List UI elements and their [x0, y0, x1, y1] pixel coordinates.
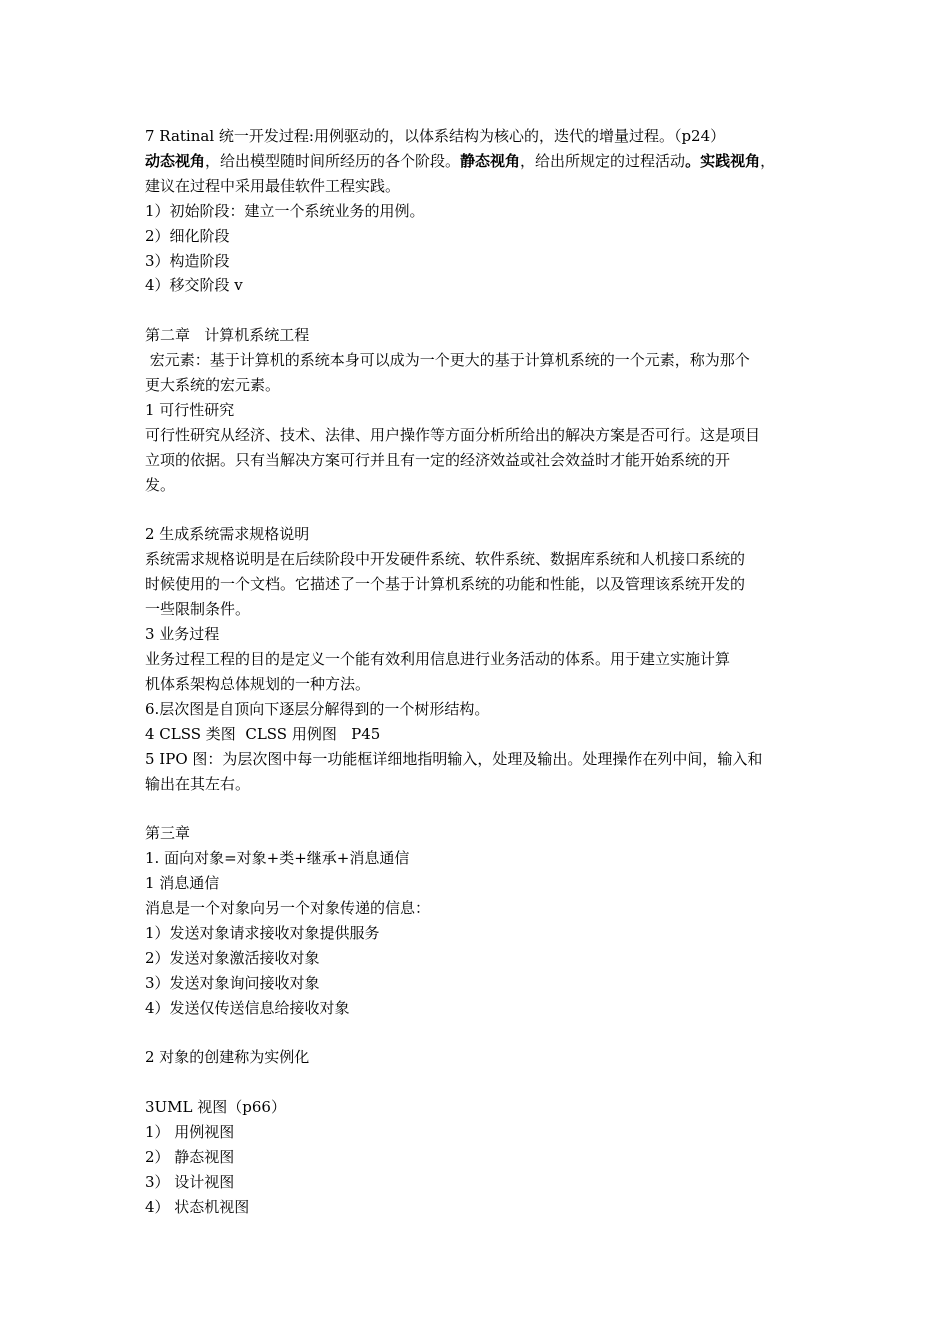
document-body — [145, 124, 813, 1220]
messaging-item: 1）发送对象请求接收对象提供服务 — [145, 923, 380, 942]
uml-views-heading: 3UML 视图（p66） — [145, 1098, 286, 1117]
business-process-text: 机体系架构总体规划的一种方法。 — [145, 674, 371, 693]
blank-line — [145, 1021, 813, 1046]
feasibility-heading: 1 可行性研究 — [145, 400, 235, 419]
feasibility-text: 可行性研究从经济、技术、法律、用户操作等方面分析所给出的解决方案是否可行。这是项目 — [145, 425, 761, 444]
requirements-text: 系统需求规格说明是在后续阶段中开发硬件系统、软件系统、数据库系统和人机接口系统的 — [145, 550, 746, 569]
requirements-text: 一些限制条件。 — [145, 600, 251, 619]
blank-line — [145, 298, 813, 323]
messaging-item: 4）发送仅传送信息给接收对象 — [145, 998, 350, 1017]
macro-element-text: 宏元素：基于计算机的系统本身可以成为一个更大的基于计算机系统的一个元素，称为那个 — [145, 351, 750, 370]
messaging-item: 2）发送对象激活接收对象 — [145, 948, 320, 967]
phase-item: 3）构造阶段 — [145, 251, 230, 270]
hierarchy-chart-line: 6.层次图是自顶向下逐层分解得到的一个树形结构。 — [145, 699, 490, 718]
requirements-text: 时候使用的一个文档。它描述了一个基于计算机系统的功能和性能，以及管理该系统开发的 — [145, 575, 746, 594]
rup-perspectives-line — [145, 149, 813, 174]
business-process-heading: 3 业务过程 — [145, 625, 220, 644]
ipo-chart-text: 5 IPO 图：为层次图中每一功能框详细地指明输入，处理及输出。处理操作在列中间，输入和 — [145, 749, 763, 768]
uml-view-item: 1） 用例视图 — [145, 1123, 235, 1142]
object-oriented-formula: 1. 面向对象=对象+类+继承+消息通信 — [145, 849, 410, 868]
instantiation-line: 2 对象的创建称为实例化 — [145, 1048, 310, 1067]
feasibility-text: 发。 — [145, 475, 176, 494]
uml-view-item: 3） 设计视图 — [145, 1172, 235, 1191]
requirements-heading: 2 生成系统需求规格说明 — [145, 525, 310, 544]
dynamic-perspective-term: 动态视角 — [145, 151, 206, 170]
blank-line — [145, 1070, 813, 1095]
static-perspective-term: 静态视角 — [460, 151, 521, 170]
rup-definition-line: 7 Ratinal 统一开发过程:用例驱动的，以体系结构为核心的，迭代的增量过程。（p24） — [145, 127, 726, 145]
blank-line — [145, 796, 813, 821]
ipo-chart-text: 输出在其左右。 — [145, 774, 251, 793]
macro-element-text: 更大系统的宏元素。 — [145, 376, 281, 395]
uml-view-item: 4） 状态机视图 — [145, 1197, 250, 1216]
chapter-two-heading: 第二章 计算机系统工程 — [145, 326, 310, 345]
phase-item: 2）细化阶段 — [145, 226, 230, 245]
messaging-item: 3）发送对象询问接收对象 — [145, 973, 320, 992]
uml-view-item: 2） 静态视图 — [145, 1148, 235, 1167]
practice-perspective-term: 。实践视角 — [685, 151, 761, 170]
feasibility-text: 立项的依据。只有当解决方案可行并且有一定的经济效益或社会效益时才能开始系统的开 — [145, 450, 731, 469]
dynamic-perspective-text: ，给出模型随时间所经历的各个阶段。 — [205, 151, 461, 170]
practice-perspective-text: 建议在过程中采用最佳软件工程实践。 — [145, 176, 401, 195]
messaging-text: 消息是一个对象向另一个对象传递的信息： — [145, 899, 431, 918]
static-perspective-text: ，给出所规定的过程活动 — [520, 151, 686, 170]
business-process-text: 业务过程工程的目的是定义一个能有效利用信息进行业务活动的体系。用于建立实施计算 — [145, 650, 731, 668]
chapter-three-heading: 第三章 — [145, 824, 191, 843]
practice-perspective-comma: ， — [760, 151, 776, 170]
phase-item: 4）移交阶段 v — [145, 276, 243, 295]
messaging-heading: 1 消息通信 — [145, 874, 220, 893]
blank-line — [145, 498, 813, 523]
clss-diagram-line: 4 CLSS 类图 CLSS 用例图 P45 — [145, 724, 381, 743]
phase-item: 1）初始阶段：建立一个系统业务的用例。 — [145, 201, 425, 220]
